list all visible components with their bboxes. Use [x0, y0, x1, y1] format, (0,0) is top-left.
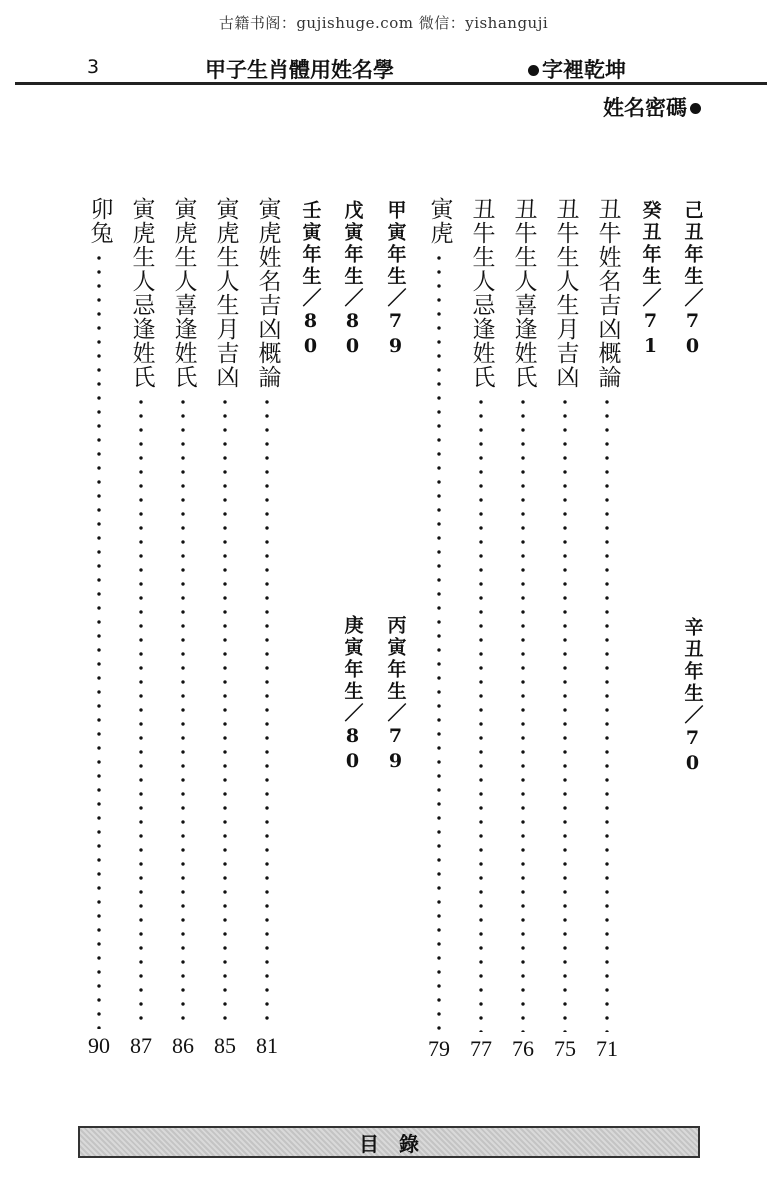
toc-entry-title: 寅虎生人喜逢姓氏: [170, 197, 197, 389]
toc-subentry[interactable]: [380, 200, 410, 360]
leader-dots: [521, 395, 525, 1032]
section-title: [603, 92, 704, 122]
toc-entry[interactable]: [84, 197, 114, 1057]
toc-entry-title: 寅虎姓名吉凶概論: [254, 197, 281, 389]
toc-entry-title: 丑牛姓名吉凶概論: [594, 197, 621, 389]
toc-subentry[interactable]: [295, 200, 325, 360]
section-title-text: 姓名密碼: [603, 95, 687, 120]
toc-subentry[interactable]: [677, 200, 707, 360]
toc-subentry[interactable]: [677, 617, 707, 777]
toc-entry-title: 寅虎: [426, 197, 453, 245]
toc-entry-page: 87: [130, 1033, 152, 1058]
toc-entry-title: 丑牛生人生月吉凶: [552, 197, 579, 389]
toc-entry[interactable]: [550, 197, 580, 1060]
toc-entry[interactable]: [424, 197, 454, 1060]
leader-dots: [605, 395, 609, 1032]
leader-dots: [437, 251, 441, 1032]
toc-entry-page: 79: [428, 1036, 450, 1061]
toc-subentry-label: 辛丑年生／70: [681, 617, 704, 777]
toc-entry-title: 丑牛生人喜逢姓氏: [510, 197, 537, 389]
toc-entry-page: 77: [470, 1036, 492, 1061]
leader-dots: [181, 395, 185, 1029]
toc-subentry[interactable]: [635, 200, 665, 360]
toc-subentry-label: 壬寅年生／80: [299, 200, 322, 360]
toc-entry-title: 卯兔: [86, 197, 113, 245]
toc-subentry[interactable]: [337, 615, 367, 775]
toc-subentry[interactable]: [337, 200, 367, 360]
toc-entry-page: 81: [256, 1033, 278, 1058]
page-number: 3: [87, 56, 100, 78]
footer-label: 目錄: [359, 1131, 439, 1156]
toc-entry[interactable]: [126, 197, 156, 1057]
toc-entry-title: 寅虎生人忌逢姓氏: [128, 197, 155, 389]
toc-entry-title: 寅虎生人生月吉凶: [212, 197, 239, 389]
toc-entry[interactable]: [168, 197, 198, 1057]
toc-subentry-label: 癸丑年生／71: [639, 200, 662, 360]
toc-subentry[interactable]: [380, 615, 410, 775]
footer-bar: [78, 1126, 700, 1158]
toc-subentry-label: 戊寅年生／80: [341, 200, 364, 360]
toc-entry[interactable]: [592, 197, 622, 1060]
toc-entry-page: 90: [88, 1033, 110, 1058]
leader-dots: [223, 395, 227, 1029]
leader-dots: [139, 395, 143, 1029]
toc-entry-page: 85: [214, 1033, 236, 1058]
chapter-title-text: 字裡乾坤: [542, 57, 626, 82]
toc-entry[interactable]: [508, 197, 538, 1060]
toc-entry-page: 71: [596, 1036, 618, 1061]
leader-dots: [265, 395, 269, 1029]
header-rule: [15, 82, 767, 85]
book-title: 甲子生肖體用姓名學: [205, 57, 394, 82]
toc-subentry-label: 庚寅年生／80: [341, 615, 364, 775]
leader-dots: [97, 251, 101, 1029]
toc-entry-title: 丑牛生人忌逢姓氏: [468, 197, 495, 389]
toc-subentry-label: 丙寅年生／79: [384, 615, 407, 775]
toc-entry[interactable]: [210, 197, 240, 1057]
bullet-icon: [690, 103, 701, 114]
toc-entry-page: 86: [172, 1033, 194, 1058]
watermark: 古籍书阁：gujishuge.com 微信：yishanguji: [218, 14, 549, 32]
toc-entry[interactable]: [466, 197, 496, 1060]
toc-subentry-label: 甲寅年生／79: [384, 200, 407, 360]
toc-subentry-label: 己丑年生／70: [681, 200, 704, 360]
leader-dots: [479, 395, 483, 1032]
leader-dots: [563, 395, 567, 1032]
chapter-title: [525, 54, 626, 84]
toc-entry[interactable]: [252, 197, 282, 1057]
bullet-icon: [528, 65, 539, 76]
toc-entry-page: 76: [512, 1036, 534, 1061]
toc-entry-page: 75: [554, 1036, 576, 1061]
